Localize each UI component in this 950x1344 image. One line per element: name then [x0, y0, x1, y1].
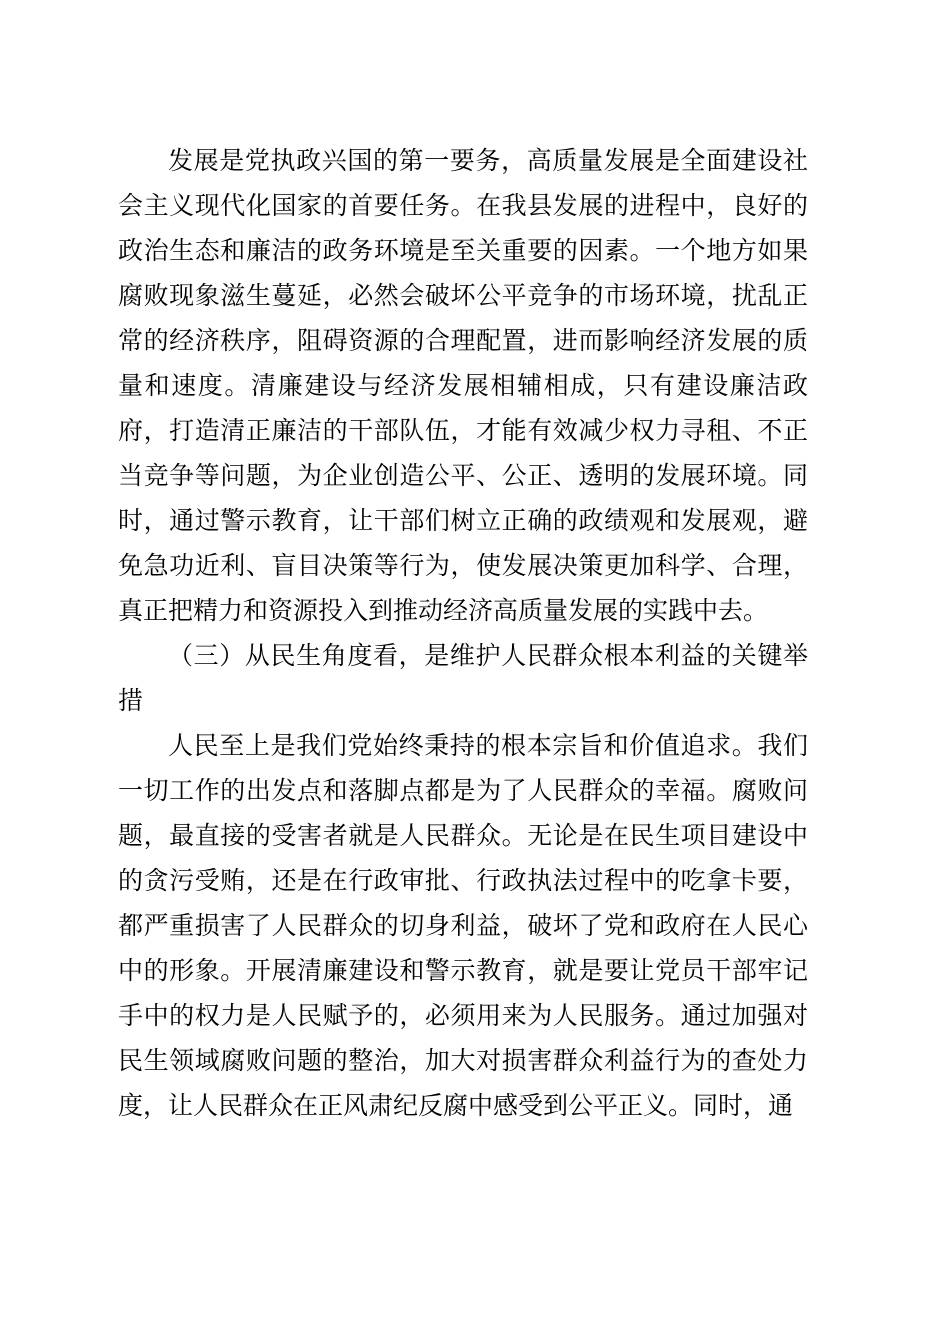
paragraph-people-first: 人民至上是我们党始终秉持的根本宗旨和价值追求。我们一切工作的出发点和落脚点都是为了人民群众的幸福。腐败问题，最直接的受害者就是人民群众。无论是在民生项目建设中的贪污受贿，还是在行政审批、行政执法过程中的吃拿卡要，都严重损害了人民群众的切身利益，破坏了党和政府在人民心中的形象。开展清廉建设和警示教育，就是要让党员干部牢记手中的权力是人民赋予的，必须用来为人民服务。通过加强对民生领域腐败问题的整治，加大对损害群众利益行为的查处力度，让人民群众在正风肃纪反腐中感受到公平正义。同时，通 — [118, 731, 808, 1120]
section-heading-livelihood: （三）从民生角度看，是维护人民群众根本利益的关键举措 — [118, 641, 808, 715]
document-body — [118, 138, 808, 1128]
paragraph-economic-development: 发展是党执政兴国的第一要务，高质量发展是全面建设社会主义现代化国家的首要任务。在我县发展的进程中，良好的政治生态和廉洁的政务环境是至关重要的因素。一个地方如果腐败现象滋生蔓延，必然会破坏公平竞争的市场环境，扰乱正常的经济秩序，阻碍资源的合理配置，进而影响经济发展的质量和速度。清廉建设与经济发展相辅相成，只有建设廉洁政府，打造清正廉洁的干部队伍，才能有效减少权力寻租、不正当竞争等问题，为企业创造公平、公正、透明的发展环境。同时，通过警示教育，让干部们树立正确的政绩观和发展观，避免急功近利、盲目决策等行为，使发展决策更加科学、合理，真正把精力和资源投入到推动经济高质量发展的实践中去。 — [118, 146, 808, 625]
